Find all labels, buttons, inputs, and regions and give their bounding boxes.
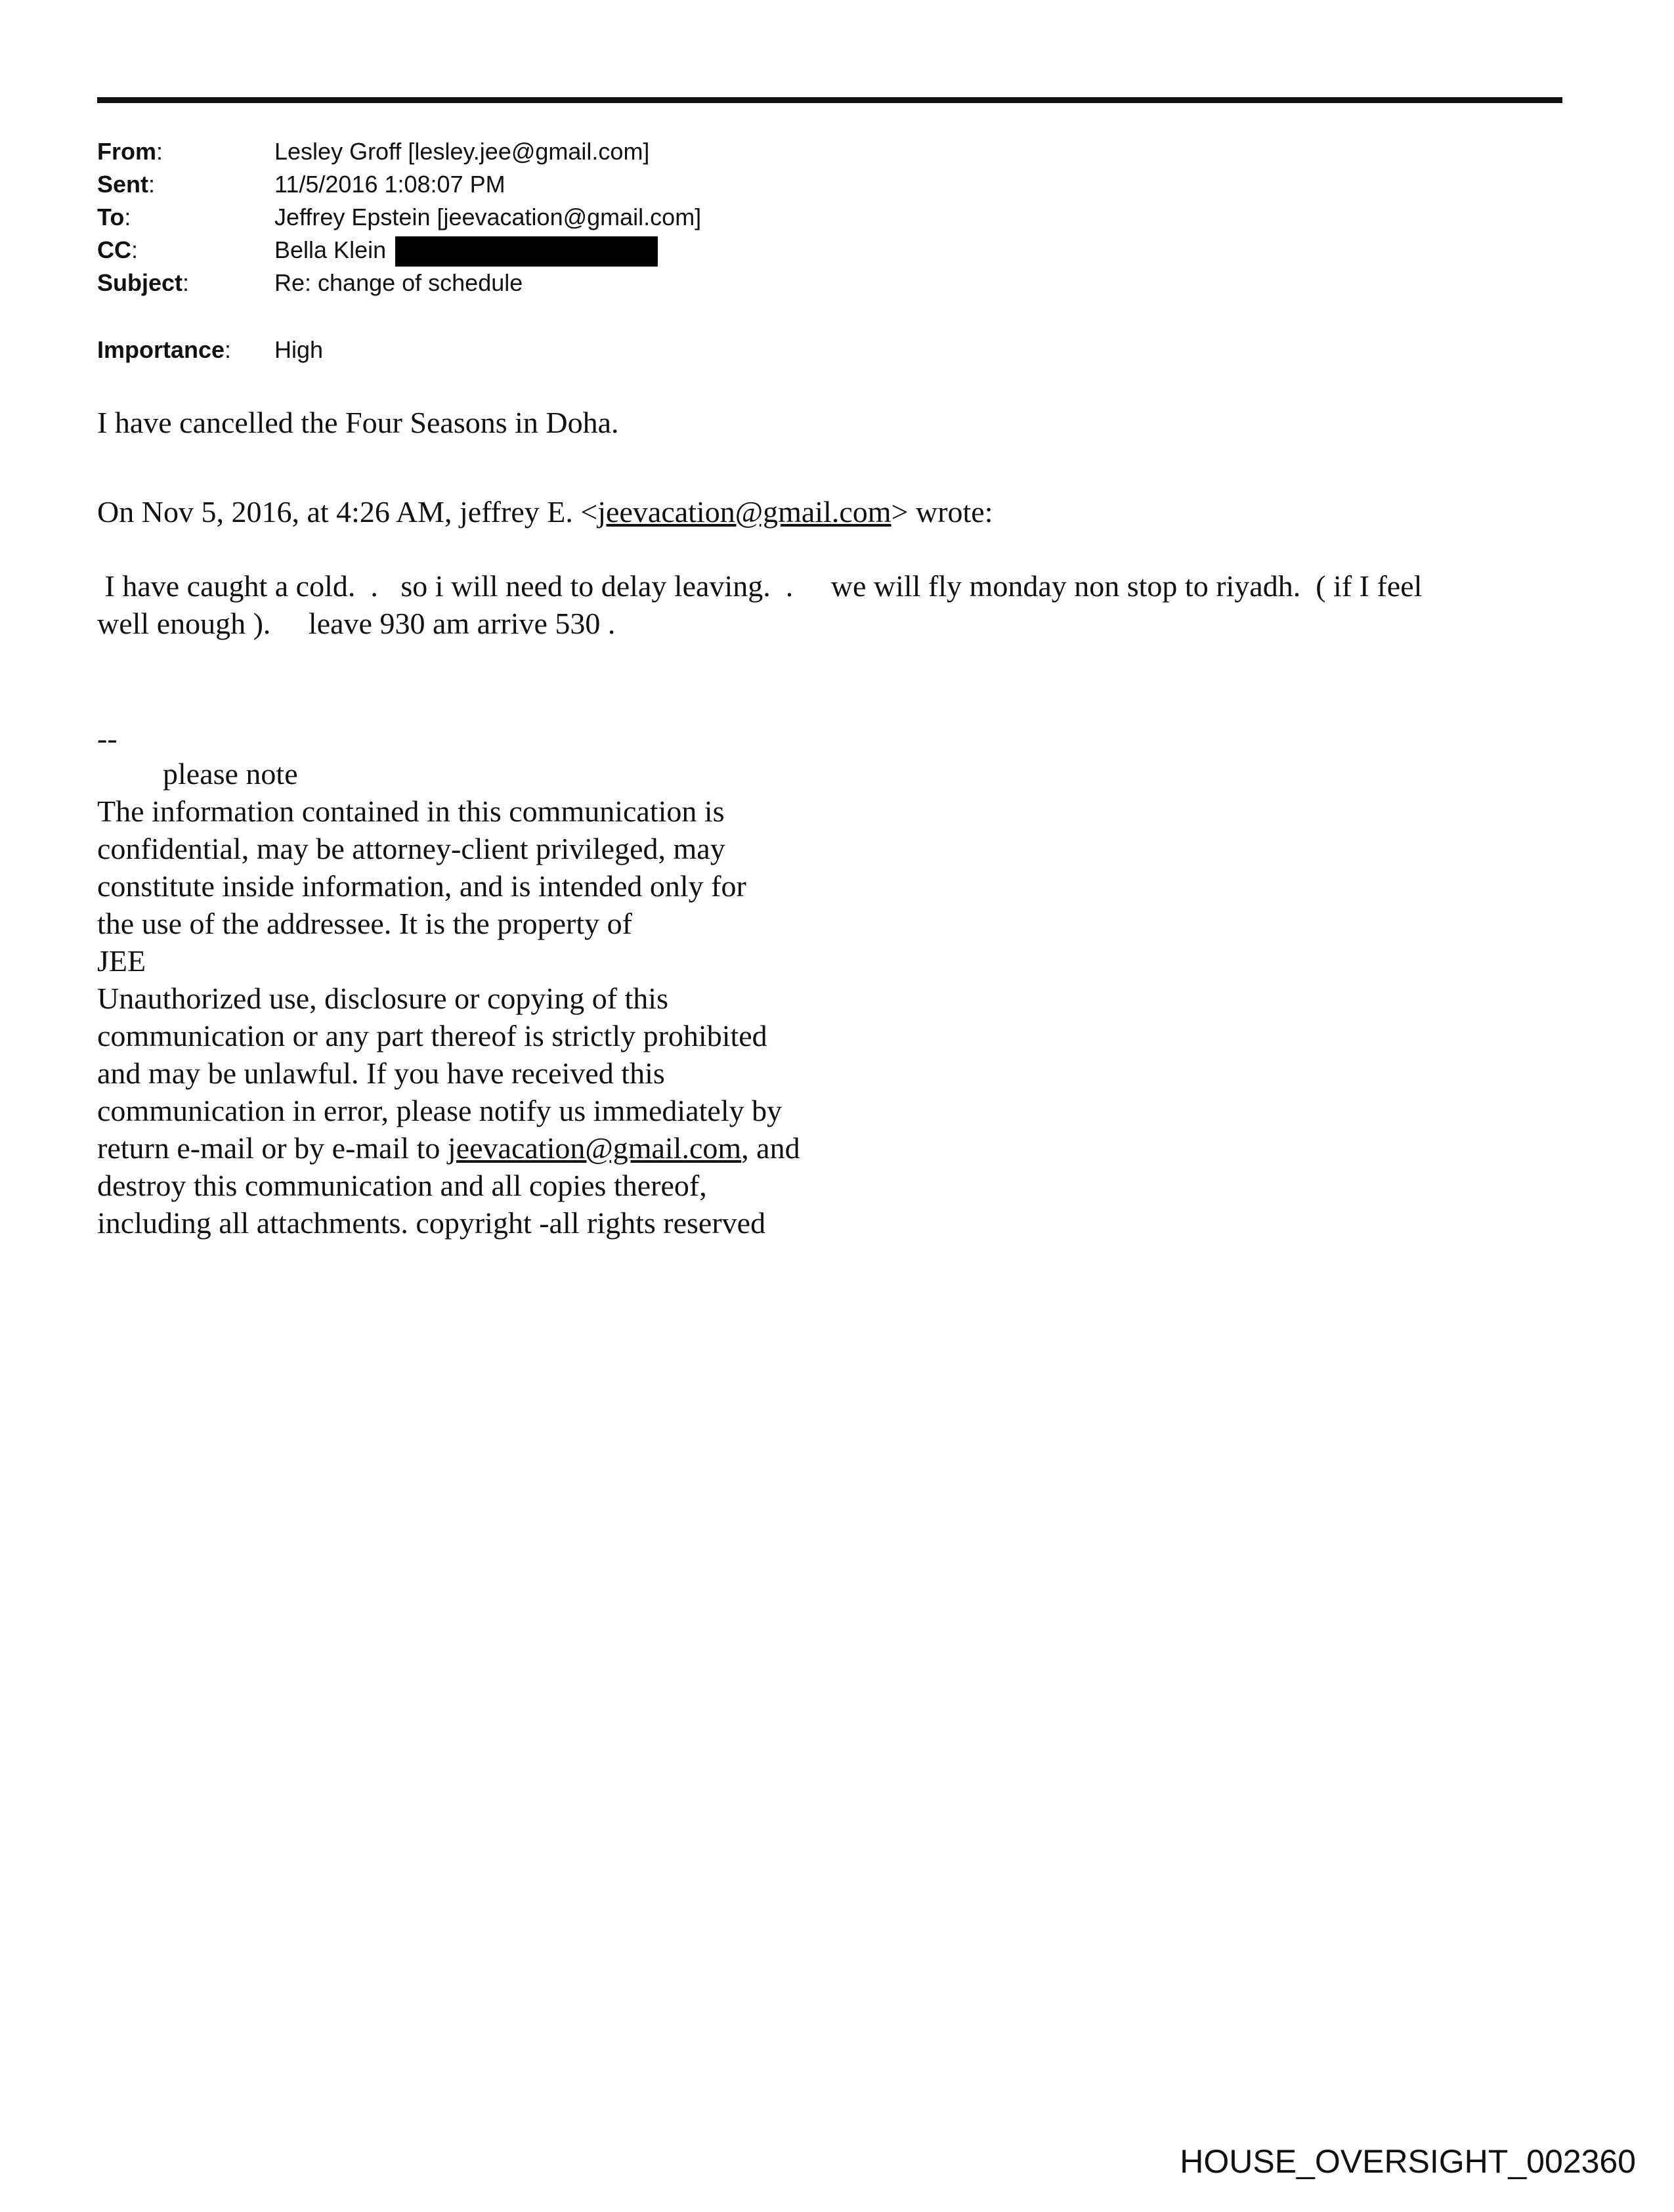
- disclaimer-line: including all attachments. copyright -all rights reserved: [97, 1206, 766, 1240]
- disclaimer-line: constitute inside information, and is intended only for: [97, 869, 746, 903]
- sent-value: 11/5/2016 1:08:07 PM: [274, 171, 505, 198]
- disclaimer-line: the use of the addressee. It is the property of: [97, 907, 632, 940]
- cc-value: Bella Klein: [274, 236, 387, 263]
- to-label: To: [97, 204, 125, 230]
- to-value: Jeffrey Epstein [jeevacation@gmail.com]: [274, 204, 702, 230]
- header-row-cc: CC: Bella Klein: [97, 234, 701, 267]
- from-value: Lesley Groff [lesley.jee@gmail.com]: [274, 138, 650, 165]
- disclaimer-line: Unauthorized use, disclosure or copying of this: [97, 982, 668, 1015]
- signature-please-note: please note: [163, 757, 298, 791]
- quote-intro-pre: On Nov 5, 2016, at 4:26 AM, jeffrey E. <: [97, 495, 598, 529]
- importance-label: Importance: [97, 336, 225, 363]
- redaction-box: [395, 236, 658, 267]
- header-row-from: From: Lesley Groff [lesley.jee@gmail.com]: [97, 135, 701, 168]
- quote-intro: [97, 493, 993, 531]
- bates-number: HOUSE_OVERSIGHT_002360: [1180, 2143, 1636, 2180]
- signature-dashes: --: [97, 722, 118, 755]
- header-row-to: To: Jeffrey Epstein [jeevacation@gmail.com]: [97, 201, 701, 234]
- disclaimer-line: communication or any part thereof is strictly prohibited: [97, 1019, 767, 1052]
- reply-text: I have cancelled the Four Seasons in Doha.: [97, 406, 619, 439]
- top-horizontal-rule: [97, 97, 1562, 103]
- disclaimer-line: destroy this communication and all copies thereof,: [97, 1169, 707, 1202]
- disclaimer-line: The information contained in this communication is: [97, 794, 725, 828]
- disclaimer-line: confidential, may be attorney-client privileged, may: [97, 832, 725, 865]
- subject-value: Re: change of schedule: [274, 269, 523, 296]
- disclaimer-line10-pre: return e-mail or by e-mail to: [97, 1131, 448, 1165]
- quoted-line-1: I have caught a cold. . so i will need to delay leaving. . we will fly monday non stop to riyadh. ( if I feel: [97, 569, 1423, 603]
- disclaimer-line-with-link: [97, 1129, 800, 1167]
- header-row-sent: Sent: 11/5/2016 1:08:07 PM: [97, 168, 701, 201]
- disclaimer-line: communication in error, please notify us immediately by: [97, 1094, 783, 1127]
- disclaimer-line: and may be unlawful. If you have received this: [97, 1056, 665, 1090]
- from-label: From: [97, 138, 156, 165]
- disclaimer-email-link[interactable]: jeevacation@gmail.com: [447, 1131, 742, 1165]
- cc-label: CC: [97, 236, 131, 263]
- quote-intro-email-link[interactable]: jeevacation@gmail.com: [597, 495, 891, 529]
- quoted-line-2: well enough ). leave 930 am arrive 530 .: [97, 607, 616, 640]
- quote-intro-post: > wrote:: [891, 495, 993, 529]
- disclaimer-line10-post: , and: [741, 1131, 800, 1165]
- header-row-importance: Importance: High: [97, 334, 323, 366]
- subject-label: Subject: [97, 269, 183, 296]
- sent-label: Sent: [97, 171, 149, 198]
- disclaimer-line: JEE: [97, 944, 146, 978]
- header-row-subject: Subject: Re: change of schedule: [97, 267, 701, 299]
- importance-value: High: [274, 336, 324, 363]
- email-header: [97, 135, 701, 299]
